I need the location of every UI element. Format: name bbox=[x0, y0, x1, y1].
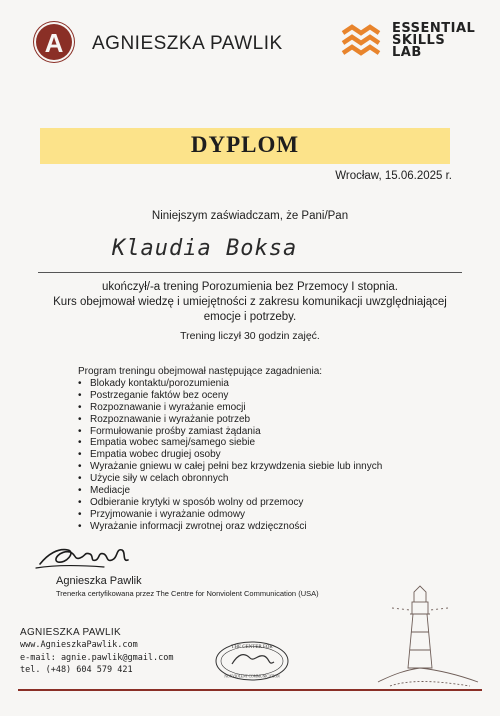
program-item: • Formułowanie prośby zamiast żądania bbox=[78, 426, 382, 438]
program-item: • Rozpoznawanie i wyrażanie emocji bbox=[78, 402, 382, 414]
name-underline bbox=[38, 272, 462, 273]
handwritten-signature bbox=[34, 538, 134, 572]
agnieszka-pawlik-logo bbox=[36, 24, 72, 60]
program-section bbox=[78, 366, 382, 533]
signer-role: Trenerka certyfikowana przez The Centre for Nonviolent Communication (USA) bbox=[56, 589, 319, 598]
program-list bbox=[78, 378, 382, 533]
footer-name: AGNIESZKA PAWLIK bbox=[20, 627, 121, 638]
scope-line-2: emocje i potrzeby. bbox=[203, 311, 297, 323]
footer-email[interactable]: e-mail: agnie.pawlik@gmail.com bbox=[20, 652, 174, 663]
diploma-title: DYPLOM bbox=[190, 132, 300, 157]
brand-name: AGNIESZKA PAWLIK bbox=[92, 33, 283, 54]
footer-phone: tel. (+48) 604 579 421 bbox=[20, 665, 133, 676]
program-item: • Wyrażanie gniewu w całej pełni bez krzywdzenia siebie lub innych bbox=[78, 461, 382, 473]
essential-skills-lab-logo-text: ESSENTIAL SKILLS LAB bbox=[392, 21, 476, 60]
program-intro: Program treningu obejmował następujące zagadnienia: bbox=[78, 366, 323, 377]
essential-skills-lab-mark bbox=[340, 23, 382, 61]
program-item: • Wyrażanie informacji zwrotnej oraz wdzięczności bbox=[78, 521, 382, 533]
program-item: • Mediacje bbox=[78, 485, 382, 497]
footer-website[interactable]: www.AgnieszkaPawlik.com bbox=[20, 640, 138, 651]
seal-bottom-text: NONVIOLENT COMMUNICATION bbox=[224, 674, 280, 679]
program-item: • Odbieranie krytyki w sposób wolny od przemocy bbox=[78, 497, 382, 509]
footer-rule bbox=[18, 689, 482, 691]
contact-block bbox=[20, 627, 174, 677]
program-item: • Rozpoznawanie i wyrażanie potrzeb bbox=[78, 414, 382, 426]
seal-top-text: THE CENTER FOR bbox=[231, 645, 273, 650]
issue-date: Wrocław, 15.06.2025 r. bbox=[335, 170, 452, 182]
signer-name: Agnieszka Pawlik bbox=[56, 575, 142, 587]
program-item: • Empatia wobec samej/samego siebie bbox=[78, 437, 382, 449]
program-item: • Użycie siły w celach obronnych bbox=[78, 473, 382, 485]
cnvc-seal bbox=[214, 640, 290, 682]
lighthouse-illustration bbox=[372, 582, 482, 690]
certify-line: Niniejszym zaświadczam, że Pani/Pan bbox=[151, 210, 349, 222]
scope-line-1: Kurs obejmował wiedzę i umiejętności z zakresu komunikacji uwzględniającej bbox=[53, 296, 447, 308]
hours-line: Trening liczył 30 godzin zajęć. bbox=[180, 330, 320, 342]
program-item: • Przyjmowanie i wyrażanie odmowy bbox=[78, 509, 382, 521]
program-item: • Empatia wobec drugiej osoby bbox=[78, 449, 382, 461]
program-item: • Blokady kontaktu/porozumienia bbox=[78, 378, 382, 390]
recipient-name: Klaudia Boksa bbox=[112, 236, 298, 261]
logo-letter: A bbox=[44, 28, 64, 58]
program-item: • Postrzeganie faktów bez oceny bbox=[78, 390, 382, 402]
completion-line: ukończył/-a trening Porozumienia bez Przemocy I stopnia. bbox=[102, 281, 398, 293]
